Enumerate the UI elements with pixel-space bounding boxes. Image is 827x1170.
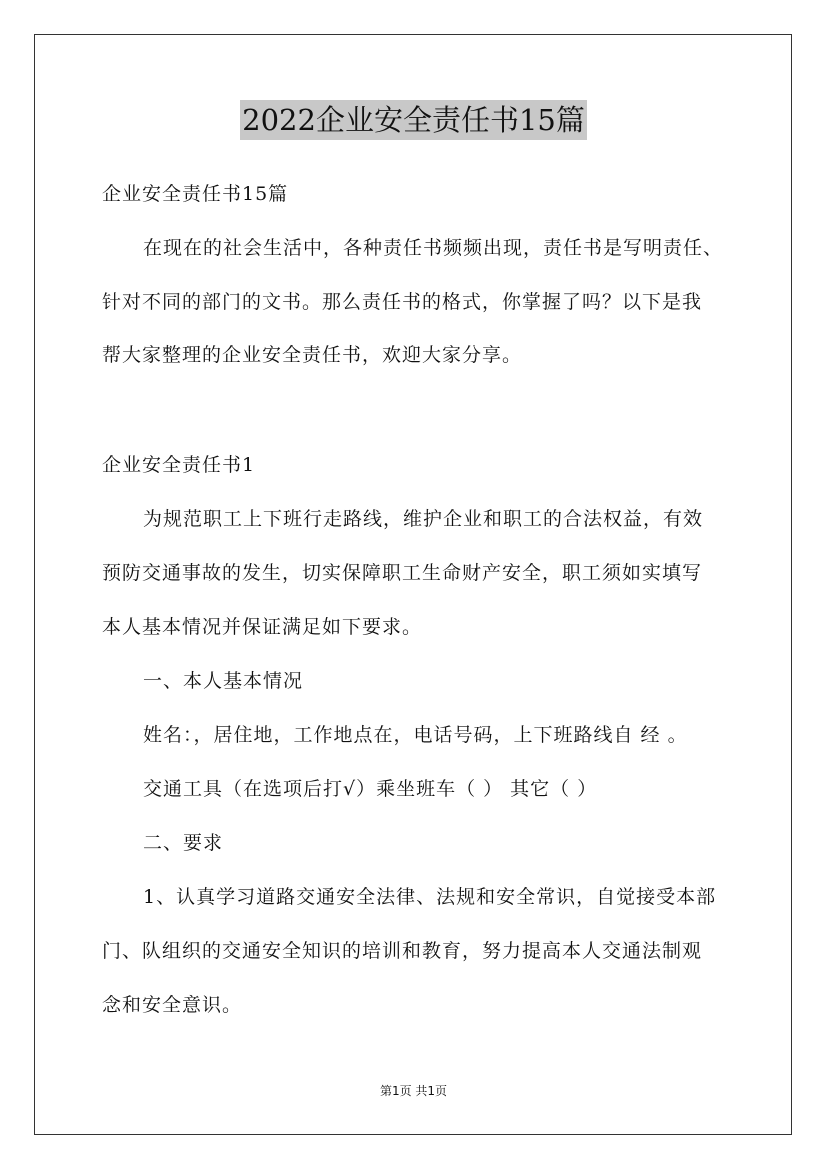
intro-line-2: 针对不同的部门的文书。那么责任书的格式，你掌握了吗？以下是我 <box>102 291 703 313</box>
page-footer <box>0 1083 827 1099</box>
part1-heading: 一、本人基本情况 <box>143 670 304 692</box>
info-line: 姓名：，居住地，工作地点在，电话号码，上下班路线自 经 。 <box>143 724 688 746</box>
intro-line-3: 帮大家整理的企业安全责任书，欢迎大家分享。 <box>102 344 523 366</box>
document-title: 2022企业安全责任书15篇 <box>240 100 587 140</box>
title-container <box>0 100 827 140</box>
transport-line: 交通工具（在选项后打√）乘坐班车（ ） 其它（ ） <box>143 778 598 800</box>
intro-line-1: 在现在的社会生活中，各种责任书频频出现，责任书是写明责任、 <box>143 237 724 259</box>
section1-line-2: 预防交通事故的发生，切实保障职工生命财产安全，职工须如实填写 <box>102 562 703 584</box>
section1-line-3: 本人基本情况并保证满足如下要求。 <box>102 616 423 638</box>
document-subtitle: 企业安全责任书15篇 <box>102 183 289 205</box>
part2-heading: 二、要求 <box>143 832 224 854</box>
req1-line-3: 念和安全意识。 <box>102 994 243 1016</box>
section1-heading: 企业安全责任书1 <box>102 454 256 476</box>
page-number: 第1页 共1页 <box>379 1084 448 1098</box>
req1-line-1: 1、认真学习道路交通安全法律、法规和安全常识，自觉接受本部 <box>143 886 717 908</box>
section1-line-1: 为规范职工上下班行走路线，维护企业和职工的合法权益，有效 <box>143 508 704 530</box>
req1-line-2: 门、队组织的交通安全知识的培训和教育，努力提高本人交通法制观 <box>102 940 703 962</box>
